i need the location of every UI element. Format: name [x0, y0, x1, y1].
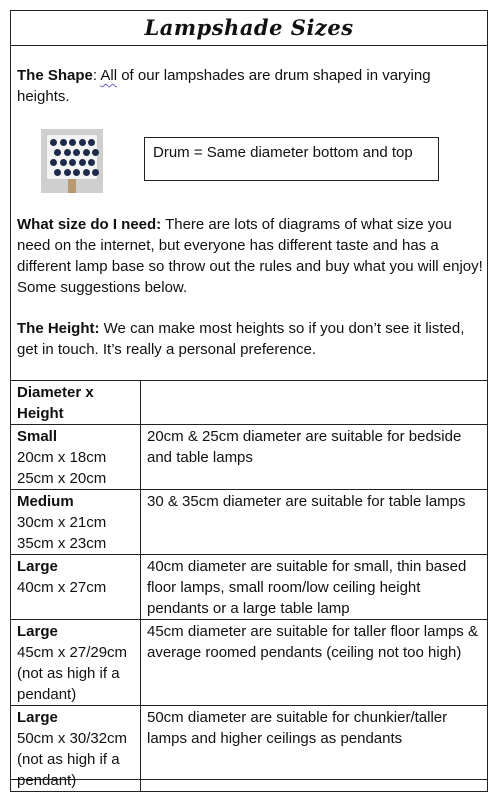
shade-dot	[50, 139, 57, 146]
drum-note: Drum = Same diameter bottom and top	[153, 144, 413, 161]
drum-shade-shape	[47, 135, 97, 179]
shade-dot	[73, 149, 80, 156]
table-row	[11, 620, 488, 706]
header-cell-size: Diameter x Height	[11, 381, 141, 425]
size-note: (not as high if a pendant)	[17, 665, 120, 703]
size-description: 40cm diameter are suitable for small, thin based floor lamps, small room/low ceiling height pendants or a large table lamp	[141, 555, 488, 620]
what-size-text: There are lots of diagrams of what size you need on the internet, but everyone has different taste and has a different lamp base so throw out the rules and buy what you will enjoy! Some suggestions below.	[17, 216, 483, 296]
size-name: Large	[17, 709, 58, 726]
table-row	[11, 425, 488, 490]
shape-underlined-word: All	[100, 67, 118, 84]
size-name: Medium	[17, 493, 74, 510]
shade-dot	[92, 169, 99, 176]
shade-dot	[83, 169, 90, 176]
shade-dot	[69, 139, 76, 146]
shade-dot	[54, 149, 61, 156]
size-description: 50cm diameter are suitable for chunkier/taller lamps and higher ceilings as pendants	[141, 706, 488, 792]
size-note: (not as high if a pendant)	[17, 751, 120, 789]
table-header-row	[11, 381, 488, 425]
shade-dot	[88, 139, 95, 146]
shape-separator: :	[92, 67, 101, 84]
shade-dot	[79, 139, 86, 146]
shade-dot	[64, 169, 71, 176]
drum-definition-box	[144, 137, 439, 181]
table-row	[11, 490, 488, 555]
shade-dot	[69, 159, 76, 166]
size-name: Large	[17, 623, 58, 640]
table-row	[11, 706, 488, 792]
shade-dot	[60, 159, 67, 166]
page-title: Lampshade Sizes	[144, 15, 354, 40]
shade-dot	[83, 149, 90, 156]
shade-dot	[54, 169, 61, 176]
size-cell	[11, 706, 141, 792]
shade-dot	[64, 149, 71, 156]
size-cell	[11, 490, 141, 555]
lamp-base-shape	[68, 179, 76, 193]
size-cell	[11, 555, 141, 620]
size-description: 20cm & 25cm diameter are suitable for bedside and table lamps	[141, 425, 488, 490]
header-cell-description	[141, 381, 488, 425]
size-dimensions: 40cm x 27cm	[17, 579, 107, 596]
height-paragraph	[17, 318, 483, 360]
shade-dot	[88, 159, 95, 166]
what-size-label: What size do I need:	[17, 216, 162, 233]
shade-dot	[92, 149, 99, 156]
size-name: Small	[17, 428, 58, 445]
size-cell	[11, 620, 141, 706]
lampshade-sizes-document	[10, 10, 488, 789]
height-text: We can make most heights so if you don’t see it listed, get in touch. It’s really a personal preference.	[17, 320, 465, 358]
size-description: 30 & 35cm diameter are suitable for table lamps	[141, 490, 488, 555]
title-bar	[11, 11, 487, 46]
size-dimensions: 20cm x 18cm	[17, 449, 107, 466]
size-name: Large	[17, 558, 58, 575]
shape-paragraph	[17, 65, 483, 107]
size-table	[10, 380, 488, 792]
size-description: 45cm diameter are suitable for taller floor lamps & average roomed pendants (ceiling not too high)	[141, 620, 488, 706]
size-dimensions: 45cm x 27/29cm	[17, 644, 128, 661]
table-row	[11, 555, 488, 620]
shade-dot	[79, 159, 86, 166]
size-dimensions: 35cm x 23cm	[17, 535, 107, 552]
size-dimensions: 50cm x 30/32cm	[17, 730, 128, 747]
size-dimensions: 25cm x 20cm	[17, 470, 107, 487]
size-dimensions: 30cm x 21cm	[17, 514, 107, 531]
shape-text: of our lampshades are drum shaped in varying heights.	[17, 67, 431, 105]
size-cell	[11, 425, 141, 490]
shade-dot	[73, 169, 80, 176]
shade-dot	[60, 139, 67, 146]
shape-label: The Shape	[17, 67, 93, 84]
height-label: The Height:	[17, 320, 100, 337]
lampshade-image	[41, 129, 103, 193]
what-size-paragraph	[17, 214, 483, 298]
shade-dot	[50, 159, 57, 166]
